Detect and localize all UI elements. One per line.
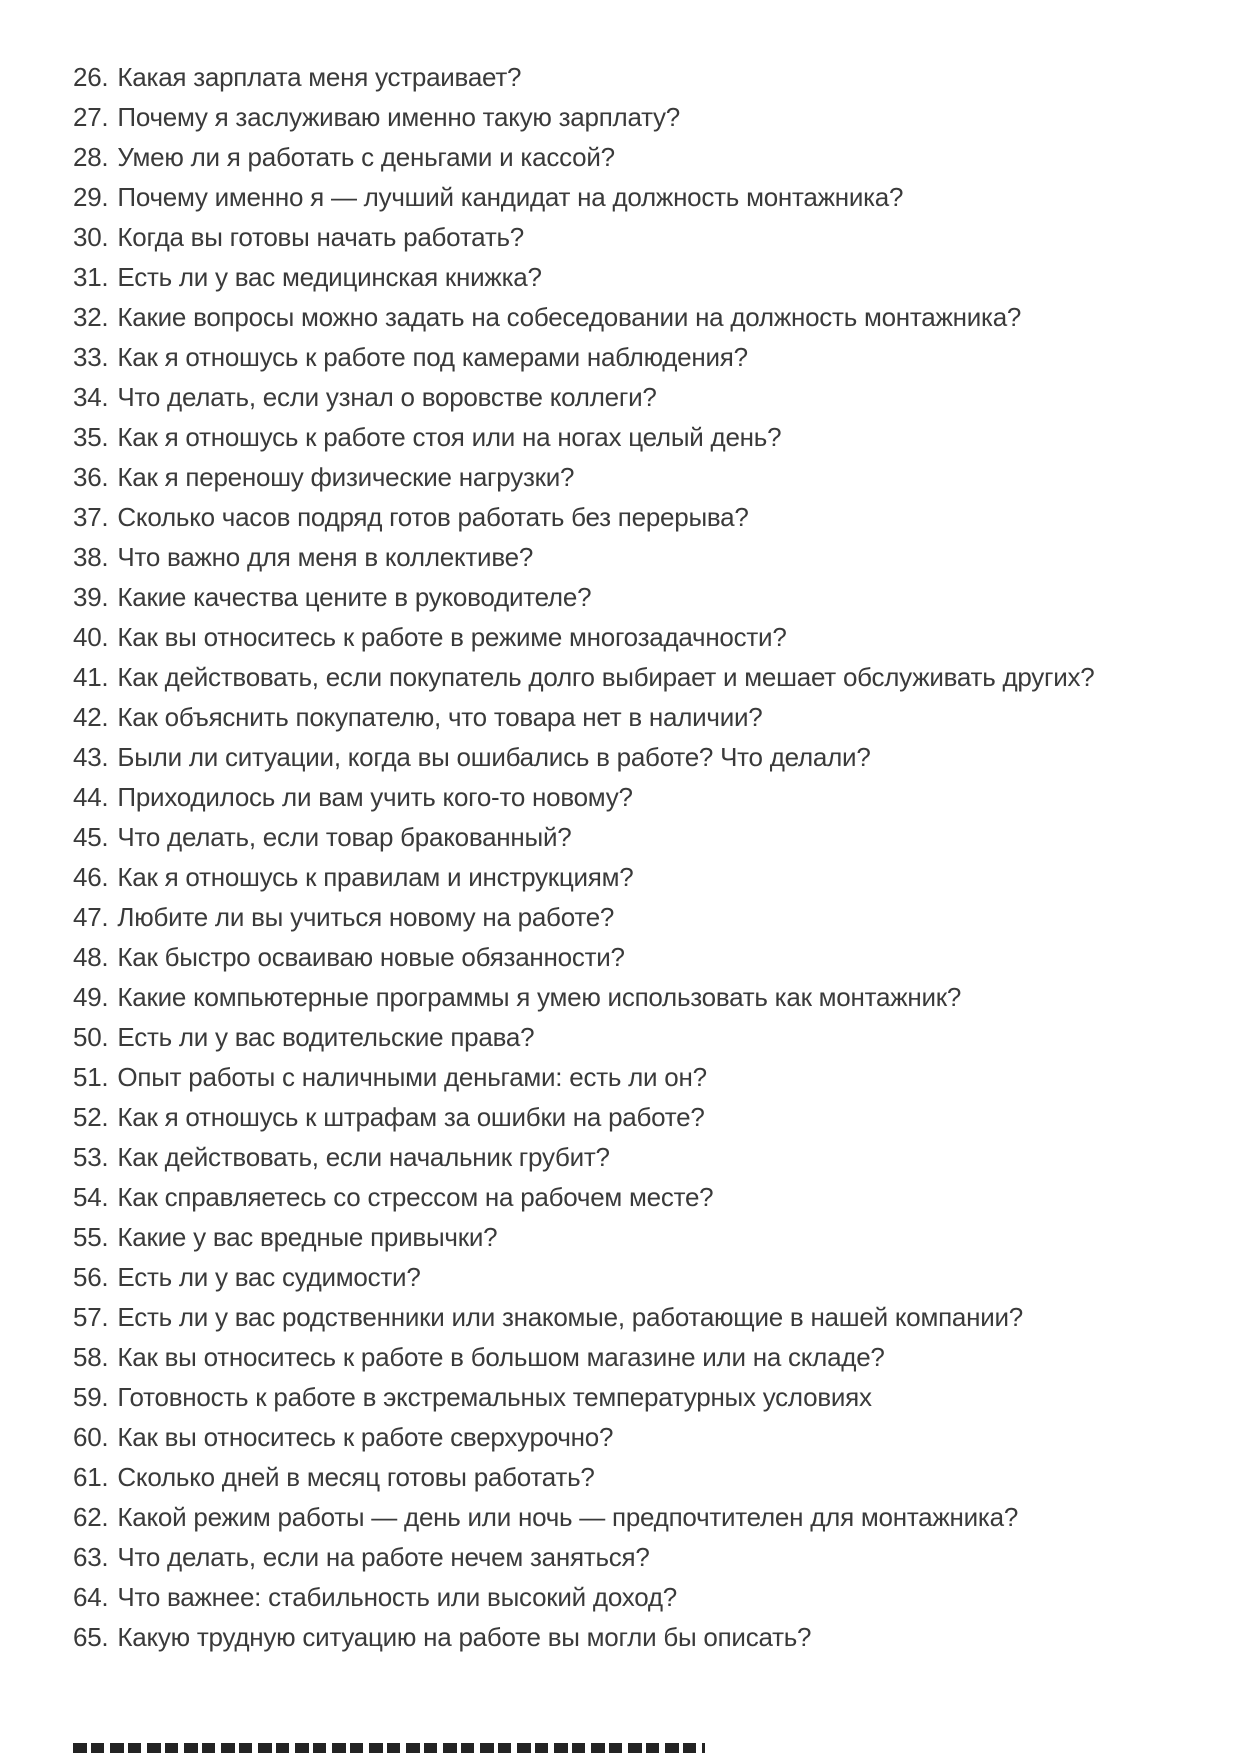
question-number: 26. [73, 62, 109, 92]
question-number: 44. [73, 782, 109, 812]
question-text: Что делать, если на работе нечем заняться? [117, 1542, 650, 1572]
question-number: 31. [73, 262, 109, 292]
question-number: 64. [73, 1582, 109, 1612]
question-text: Что делать, если товар бракованный? [117, 822, 572, 852]
question-number: 43. [73, 742, 109, 772]
question-item [73, 817, 1209, 857]
question-item [73, 1337, 1209, 1377]
question-item [73, 257, 1209, 297]
question-number: 60. [73, 1422, 109, 1452]
question-item [73, 537, 1209, 577]
question-number: 49. [73, 982, 109, 1012]
question-number: 52. [73, 1102, 109, 1132]
question-item [73, 1417, 1209, 1457]
question-item [73, 977, 1209, 1017]
question-number: 30. [73, 222, 109, 252]
question-text: Когда вы готовы начать работать? [117, 222, 524, 252]
clipped-next-line-artifact [73, 1743, 705, 1753]
question-number: 27. [73, 102, 109, 132]
question-text: Есть ли у вас судимости? [117, 1262, 421, 1292]
question-number: 40. [73, 622, 109, 652]
question-text: Как я отношусь к правилам и инструкциям? [117, 862, 634, 892]
question-item [73, 1497, 1209, 1537]
question-text: Почему именно я — лучший кандидат на должность монтажника? [117, 182, 904, 212]
question-number: 35. [73, 422, 109, 452]
question-number: 50. [73, 1022, 109, 1052]
question-item [73, 1457, 1209, 1497]
question-item [73, 457, 1209, 497]
question-item [73, 1257, 1209, 1297]
question-text: Как объяснить покупателю, что товара нет в наличии? [117, 702, 763, 732]
question-text: Были ли ситуации, когда вы ошибались в работе? Что делали? [117, 742, 871, 772]
question-text: Готовность к работе в экстремальных температурных условиях [117, 1382, 872, 1412]
question-item [73, 1097, 1209, 1137]
question-item [73, 1377, 1209, 1417]
question-number: 36. [73, 462, 109, 492]
question-item [73, 497, 1209, 537]
question-item [73, 1137, 1209, 1177]
question-item [73, 857, 1209, 897]
question-text: Что делать, если узнал о воровстве коллеги? [117, 382, 657, 412]
question-text: Есть ли у вас водительские права? [117, 1022, 535, 1052]
question-number: 58. [73, 1342, 109, 1372]
question-text: Как вы относитесь к работе в режиме многозадачности? [117, 622, 787, 652]
question-item [73, 337, 1209, 377]
question-number: 28. [73, 142, 109, 172]
question-item [73, 137, 1209, 177]
question-number: 29. [73, 182, 109, 212]
question-item [73, 1217, 1209, 1257]
question-number: 55. [73, 1222, 109, 1252]
question-number: 32. [73, 302, 109, 332]
question-text: Какая зарплата меня устраивает? [117, 62, 522, 92]
question-number: 56. [73, 1262, 109, 1292]
question-text: Как вы относитесь к работе в большом магазине или на складе? [117, 1342, 885, 1372]
question-text: Сколько часов подряд готов работать без перерыва? [117, 502, 749, 532]
question-number: 53. [73, 1142, 109, 1172]
question-item [73, 1537, 1209, 1577]
question-text: Есть ли у вас родственники или знакомые, работающие в нашей компании? [117, 1302, 1023, 1332]
question-text: Как я переношу физические нагрузки? [117, 462, 575, 492]
question-number: 61. [73, 1462, 109, 1492]
question-item [73, 217, 1209, 257]
question-item [73, 737, 1209, 777]
question-text: Как я отношусь к штрафам за ошибки на работе? [117, 1102, 705, 1132]
question-number: 33. [73, 342, 109, 372]
question-item [73, 577, 1209, 617]
question-number: 54. [73, 1182, 109, 1212]
question-number: 45. [73, 822, 109, 852]
question-number: 65. [73, 1622, 109, 1652]
question-item [73, 777, 1209, 817]
question-text: Какие у вас вредные привычки? [117, 1222, 498, 1252]
question-number: 48. [73, 942, 109, 972]
question-text: Как быстро осваиваю новые обязанности? [117, 942, 625, 972]
question-text: Как справляетесь со стрессом на рабочем месте? [117, 1182, 714, 1212]
question-number: 51. [73, 1062, 109, 1092]
question-item [73, 1617, 1209, 1657]
question-text: Как я отношусь к работе стоя или на ногах целый день? [117, 422, 782, 452]
question-item [73, 177, 1209, 217]
question-item [73, 297, 1209, 337]
question-number: 57. [73, 1302, 109, 1332]
question-item [73, 377, 1209, 417]
question-item [73, 1177, 1209, 1217]
question-item [73, 1297, 1209, 1337]
question-text: Какие компьютерные программы я умею использовать как монтажник? [117, 982, 962, 1012]
question-text: Как вы относитесь к работе сверхурочно? [117, 1422, 614, 1452]
question-item [73, 57, 1209, 97]
question-item [73, 617, 1209, 657]
question-item [73, 417, 1209, 457]
question-text: Почему я заслуживаю именно такую зарплату? [117, 102, 681, 132]
question-number: 42. [73, 702, 109, 732]
question-number: 63. [73, 1542, 109, 1572]
question-item [73, 697, 1209, 737]
question-text: Что важнее: стабильность или высокий доход? [117, 1582, 677, 1612]
question-text: Что важно для меня в коллективе? [117, 542, 534, 572]
question-number: 34. [73, 382, 109, 412]
question-item [73, 937, 1209, 977]
question-text: Какой режим работы — день или ночь — предпочтителен для монтажника? [117, 1502, 1019, 1532]
question-item [73, 97, 1209, 137]
question-text: Как действовать, если покупатель долго выбирает и мешает обслуживать других? [117, 662, 1095, 692]
question-text: Сколько дней в месяц готовы работать? [117, 1462, 595, 1492]
question-number: 39. [73, 582, 109, 612]
question-text: Какие качества цените в руководителе? [117, 582, 592, 612]
question-text: Любите ли вы учиться новому на работе? [117, 902, 615, 932]
question-text: Какие вопросы можно задать на собеседовании на должность монтажника? [117, 302, 1022, 332]
question-item [73, 1017, 1209, 1057]
question-text: Умею ли я работать с деньгами и кассой? [117, 142, 615, 172]
question-number: 46. [73, 862, 109, 892]
question-text: Опыт работы с наличными деньгами: есть ли он? [117, 1062, 707, 1092]
question-item [73, 1577, 1209, 1617]
question-text: Как действовать, если начальник грубит? [117, 1142, 610, 1172]
question-text: Как я отношусь к работе под камерами наблюдения? [117, 342, 748, 372]
question-text: Есть ли у вас медицинская книжка? [117, 262, 542, 292]
question-text: Приходилось ли вам учить кого-то новому? [117, 782, 633, 812]
question-number: 59. [73, 1382, 109, 1412]
question-text: Какую трудную ситуацию на работе вы могли бы описать? [117, 1622, 812, 1652]
question-number: 41. [73, 662, 109, 692]
question-item [73, 1057, 1209, 1097]
question-number: 38. [73, 542, 109, 572]
question-item [73, 657, 1209, 697]
question-number: 47. [73, 902, 109, 932]
question-number: 62. [73, 1502, 109, 1532]
question-item [73, 897, 1209, 937]
question-number: 37. [73, 502, 109, 532]
